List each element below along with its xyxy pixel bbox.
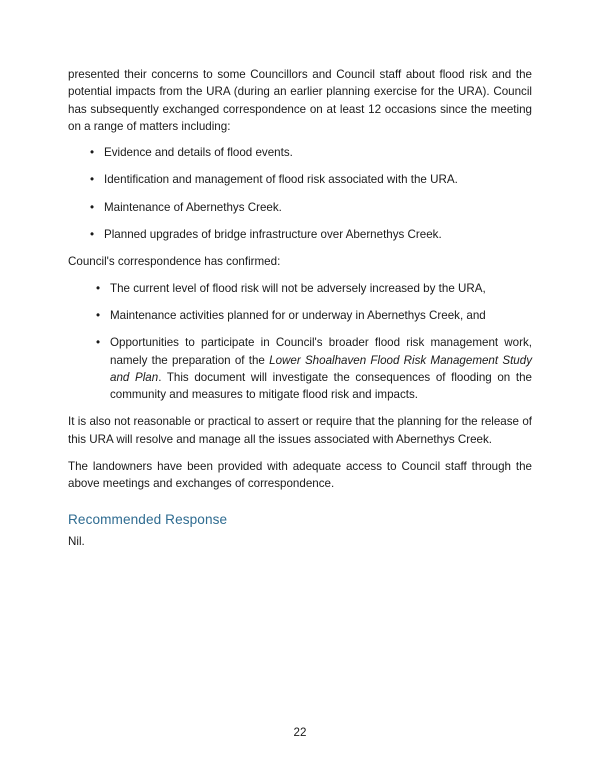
bullet-icon: • bbox=[90, 173, 95, 187]
list-item-label: The current level of flood risk will not be adversely increased by the URA, bbox=[110, 281, 486, 295]
flood-matters-list bbox=[68, 144, 532, 243]
paragraph-three: The landowners have been provided with adequate access to Council staff through the above meetings and exchanges of correspondence. bbox=[68, 460, 532, 491]
recommended-response-text: Nil. bbox=[68, 534, 85, 548]
list-item bbox=[68, 199, 532, 216]
list-item bbox=[68, 144, 532, 161]
list-item-label: Maintenance activities planned for or underway in Abernethys Creek, and bbox=[110, 308, 486, 322]
paragraph-two: It is also not reasonable or practical to assert or require that the planning for the release of this URA will resolve and manage all the issues associated with Abernethys Creek. bbox=[68, 415, 532, 446]
page-content bbox=[68, 66, 532, 550]
list-item bbox=[68, 280, 532, 297]
section-heading-recommended-response: Recommended Response bbox=[68, 511, 228, 527]
list-item-text-after-italic: . This document will investigate the consequences of flooding on the community and measures to mitigate flood risk and impacts. bbox=[110, 370, 532, 402]
page-number: 22 bbox=[293, 726, 307, 739]
list-item bbox=[68, 334, 532, 403]
bullet-icon: • bbox=[90, 200, 95, 214]
list-item-label: Evidence and details of flood events. bbox=[104, 146, 293, 160]
bullet-icon: • bbox=[96, 281, 101, 295]
spacer bbox=[68, 243, 532, 253]
list-item bbox=[68, 307, 532, 324]
list-item bbox=[68, 226, 532, 243]
list-item-label: Identification and management of flood risk associated with the URA. bbox=[104, 173, 458, 187]
bullet-icon: • bbox=[90, 228, 95, 242]
list-item-text-before-italic: Opportunities to participate in Council's broader flood risk management work, namely the preparation of the bbox=[110, 336, 532, 367]
bullet-icon: • bbox=[96, 308, 101, 322]
correspondence-lead-in: Council's correspondence has confirmed: bbox=[68, 255, 281, 269]
correspondence-confirmations-list bbox=[68, 280, 532, 404]
publication-title-italic: Lower Shoalhaven Flood Risk Management Study and Plan bbox=[110, 353, 532, 384]
spacer bbox=[68, 403, 532, 413]
list-item-label: Planned upgrades of bridge infrastructure over Abernethys Creek. bbox=[104, 228, 442, 242]
intro-paragraph: presented their concerns to some Councillors and Council staff about flood risk and the potential impacts from the URA (during an earlier planning exercise for the URA). Council has subsequently exchanged correspondence on at least 12 occasions since the meeting on a range of matters including: bbox=[68, 68, 532, 133]
list-item-label: Maintenance of Abernethys Creek. bbox=[104, 200, 282, 214]
bullet-icon: • bbox=[90, 146, 95, 160]
bullet-icon: • bbox=[96, 336, 101, 350]
list-item bbox=[68, 171, 532, 188]
